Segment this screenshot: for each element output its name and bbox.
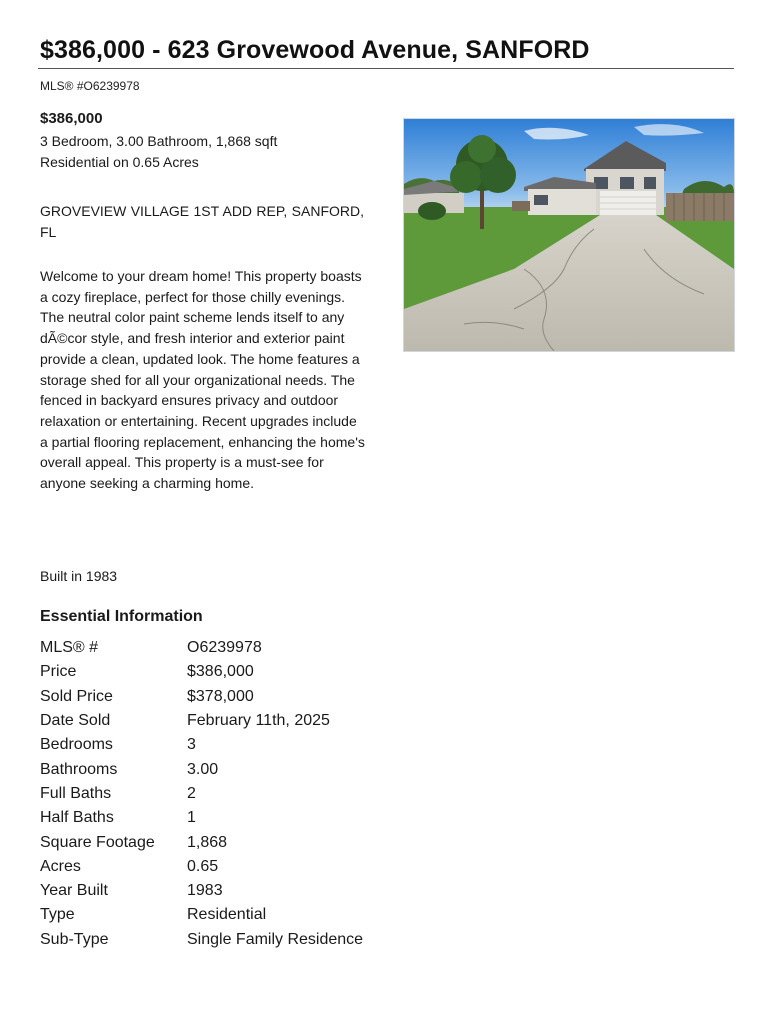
info-label: MLS® # [40, 639, 99, 657]
info-label: Year Built [40, 882, 108, 900]
essential-info-heading: Essential Information [40, 608, 203, 625]
info-value: $386,000 [187, 663, 254, 681]
info-label: Bedrooms [40, 736, 113, 754]
info-value: 3 [187, 736, 196, 754]
listing-summary [40, 131, 277, 172]
info-value: 0.65 [187, 857, 219, 875]
info-label: Acres [40, 857, 81, 875]
info-label: Date Sold [40, 712, 111, 730]
listing-price: $386,000 [40, 110, 103, 127]
info-row [40, 855, 363, 879]
info-value: Single Family Residence [187, 930, 364, 948]
info-row [40, 636, 363, 660]
info-label: Sold Price [40, 687, 113, 705]
info-value: 1,868 [187, 833, 228, 851]
info-row [40, 660, 363, 684]
info-label: Bathrooms [40, 760, 118, 778]
info-value: 3.00 [187, 760, 219, 778]
info-label: Price [40, 663, 77, 681]
info-row [40, 830, 363, 854]
info-row [40, 733, 363, 757]
info-value: $378,000 [187, 687, 254, 705]
info-row [40, 806, 363, 830]
title-divider [38, 68, 734, 69]
info-row [40, 709, 363, 733]
info-value: O6239978 [187, 639, 262, 657]
page-title: $386,000 - 623 Grovewood Avenue, SANFORD [40, 36, 590, 64]
info-label: Half Baths [40, 809, 114, 827]
rooms-summary: 3 Bedroom, 3.00 Bathroom, 1,868 sqft [40, 133, 278, 149]
info-row [40, 685, 363, 709]
property-description: Welcome to your dream home! This property boasts a cozy fireplace, perfect for those chilly evenings. The neutral color paint scheme lends itself to any dÃ©cor style, and fresh interior and exterior paint provide a clean, updated look. The home features a storage shed for all your organizational needs. The fenced in backyard ensures privacy and outdoor relaxation or entertaining. Recent upgrades include a partial flooring replacement, enhancing the home's overall appeal. This property is a must-see for anyone seeking a charming home. [40, 268, 365, 492]
info-row [40, 903, 363, 927]
subdivision-location: GROVEVIEW VILLAGE 1ST ADD REP, SANFORD, FL [40, 203, 364, 240]
property-photo [403, 118, 735, 352]
info-value: 1983 [187, 882, 223, 900]
mls-number: MLS® #O6239978 [40, 79, 140, 93]
info-row [40, 757, 363, 781]
info-value: Residential [187, 906, 267, 924]
info-row [40, 928, 363, 952]
info-label: Sub-Type [40, 930, 109, 948]
info-row [40, 782, 363, 806]
info-label: Full Baths [40, 784, 112, 802]
essential-info-table [40, 636, 363, 952]
lot-summary: Residential on 0.65 Acres [40, 153, 199, 170]
built-year-line: Built in 1983 [40, 568, 118, 584]
info-row [40, 879, 363, 903]
house-photo-illustration [404, 119, 734, 351]
info-label: Type [40, 906, 75, 924]
info-label: Square Footage [40, 833, 155, 851]
info-value: February 11th, 2025 [187, 712, 330, 730]
info-value: 1 [187, 809, 196, 827]
info-value: 2 [187, 784, 196, 802]
